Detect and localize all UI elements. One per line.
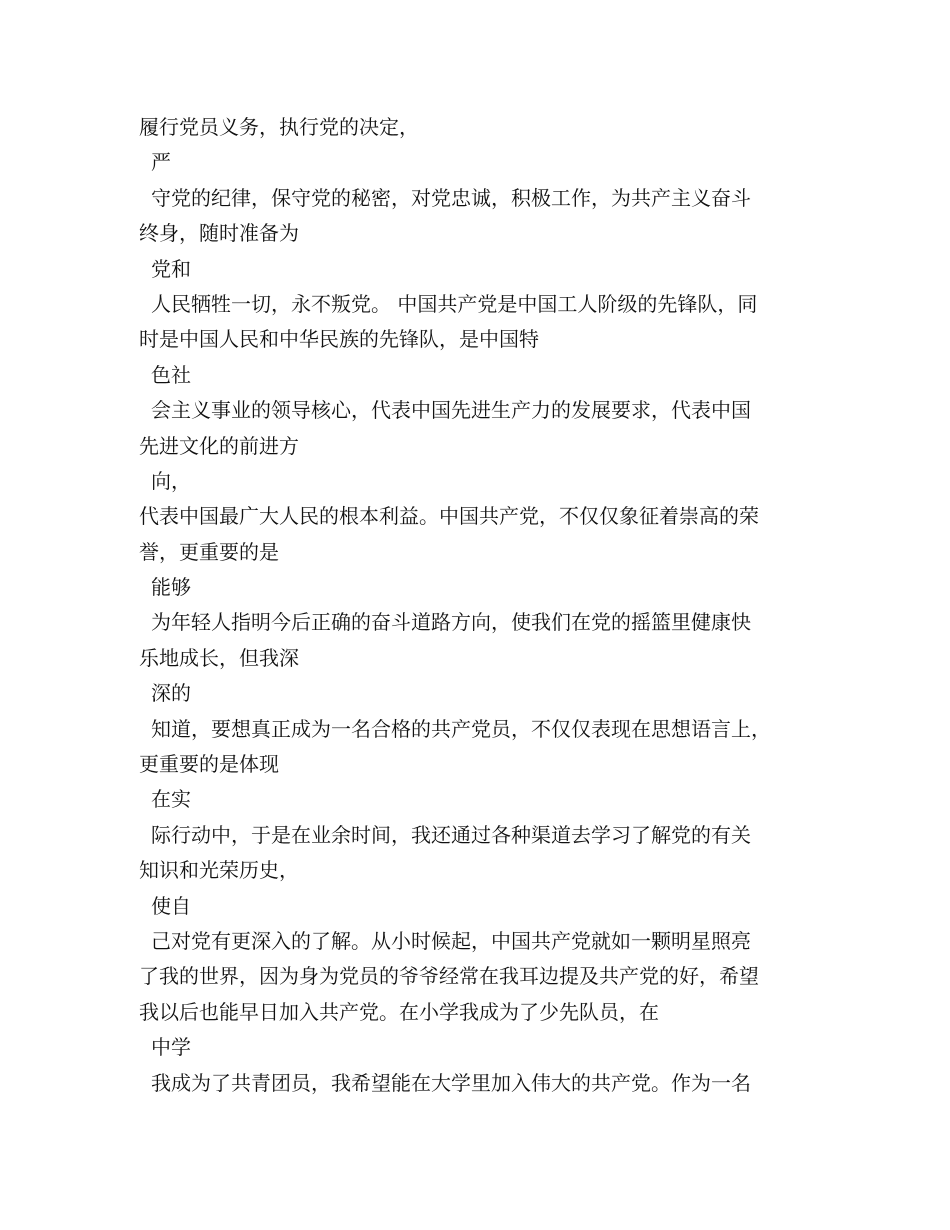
text-line: 能够 (151, 575, 191, 600)
text-line: 履行党员义务，执行党的决定， (139, 115, 419, 139)
text-line: 严 (151, 150, 171, 175)
text-line: 我成为了共青团员，我希望能在大学里加入伟大的共产党。作为一名 (151, 1070, 751, 1095)
text-line: 终身，随时准备为 (139, 221, 299, 246)
text-line: 时是中国人民和中华民族的先锋队，是中国特 (139, 327, 539, 352)
text-line: 己对党有更深入的了解。从小时候起，中国共产党就如一颗明星照亮 (151, 928, 751, 953)
text-line: 际行动中，于是在业余时间，我还通过各种渠道去学习了解党的有关 (151, 822, 751, 847)
text-line: 在实 (151, 787, 191, 812)
text-line: 知识和光荣历史， (139, 858, 299, 883)
text-line: 了我的世界，因为身为党员的爷爷经常在我耳边提及共产党的好，希望 (139, 964, 759, 989)
text-line: 色社 (151, 362, 191, 387)
text-line: 使自 (151, 893, 191, 918)
text-line: 会主义事业的领导核心，代表中国先进生产力的发展要求，代表中国 (151, 398, 751, 423)
text-line: 乐地成长，但我深 (139, 645, 299, 670)
text-line: 更重要的是体现 (139, 752, 279, 777)
text-line: 我以后也能早日加入共产党。在小学我成为了少先队员，在 (139, 999, 659, 1024)
text-line: 先进文化的前进方 (139, 433, 299, 458)
text-line: 人民牺牲一切，永不叛党。 中国共产党是中国工人阶级的先锋队，同 (151, 291, 758, 316)
text-line: 深的 (151, 681, 191, 706)
text-line: 誉，更重要的是 (139, 539, 279, 564)
text-line: 守党的纪律，保守党的秘密，对党忠诚，积极工作，为共产主义奋斗 (151, 185, 751, 210)
text-line: 向， (151, 468, 191, 493)
text-line: 党和 (151, 256, 191, 281)
text-line: 为年轻人指明今后正确的奋斗道路方向，使我们在党的摇篮里健康快 (151, 610, 751, 635)
text-line: 中学 (151, 1035, 191, 1060)
text-line: 知道，要想真正成为一名合格的共产党员，不仅仅表现在思想语言上， (151, 716, 771, 741)
document-body-text (139, 110, 839, 1101)
text-line: 代表中国最广大人民的根本利益。中国共产党，不仅仅象征着崇高的荣 (139, 504, 759, 529)
